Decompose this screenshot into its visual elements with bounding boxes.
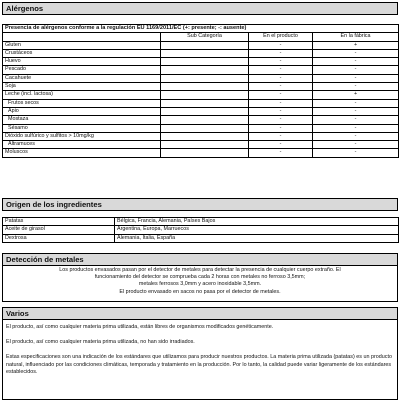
metal-header: Detección de metales	[2, 253, 398, 266]
allergen-name: Moluscos	[3, 149, 161, 157]
metal-text	[3, 267, 397, 296]
allergen-row	[3, 99, 399, 107]
quality-statement: Estas especificaciones son una indicación de los estándares que utilizamos para producir nuestros productos. La materia prima utilizada (patatas) es un producto natural, influenciado por las condiciones climáticas, temporada y tratamiento en la producción. Por lo tanto, la calidad puede variar ligeramente de los estándares establecidos.	[6, 354, 392, 375]
allergens-header: Alérgenos	[2, 2, 398, 15]
allergen-row	[3, 107, 399, 115]
allergen-row	[3, 74, 399, 82]
ingredient-name: Dextrosa	[3, 234, 115, 242]
allergen-in-product: -	[249, 66, 313, 74]
allergen-in-factory: -	[313, 149, 399, 157]
allergen-in-factory: -	[313, 49, 399, 57]
allergen-in-product: -	[249, 99, 313, 107]
gmo-statement: El producto, así como cualquier materia prima utilizada, están libres de organismos modificados genéticamente.	[6, 324, 274, 330]
allergen-in-factory: -	[313, 124, 399, 132]
allergen-in-product: -	[249, 58, 313, 66]
allergen-in-product: -	[249, 107, 313, 115]
in-product-header: En el producto	[249, 33, 313, 41]
allergen-name: Pescado	[3, 66, 161, 74]
ingredient-name: Aceite de girasol	[3, 226, 115, 234]
in-factory-header: En la fábrica	[313, 33, 399, 41]
allergen-name: Cacahuete	[3, 74, 161, 82]
origin-row	[3, 218, 399, 226]
allergen-in-product: -	[249, 74, 313, 82]
ingredient-name: Patatas	[3, 218, 115, 226]
ingredient-countries: Bélgica, Francia, Alemania, Países Bajos	[115, 218, 399, 226]
origin-header: Origen de los ingredientes	[2, 198, 398, 211]
allergen-subcategory	[161, 124, 249, 132]
allergen-in-factory: -	[313, 141, 399, 149]
ingredient-countries: Argentina, Europa, Marruecos	[115, 226, 399, 234]
allergen-row	[3, 116, 399, 124]
allergen-subcategory	[161, 149, 249, 157]
misc-text	[3, 324, 397, 376]
misc-section	[2, 307, 398, 400]
allergen-in-factory: -	[313, 58, 399, 66]
allergen-row	[3, 49, 399, 57]
allergen-in-factory: -	[313, 66, 399, 74]
allergen-row	[3, 66, 399, 74]
allergen-name: Frutos secos	[3, 99, 161, 107]
allergen-in-product: -	[249, 124, 313, 132]
allergen-name: Apio	[3, 107, 161, 115]
origin-row	[3, 234, 399, 242]
allergen-in-factory: -	[313, 132, 399, 140]
allergen-in-factory: -	[313, 74, 399, 82]
allergen-name: Mostaza	[3, 116, 161, 124]
allergen-subcategory	[161, 41, 249, 49]
allergen-in-factory: +	[313, 41, 399, 49]
metal-line: funcionamiento del detector se comprueba cada 2 horas con metales no ferroso 3,5mm;	[94, 274, 306, 281]
allergen-in-product: -	[249, 41, 313, 49]
allergen-subcategory	[161, 74, 249, 82]
allergen-in-product: -	[249, 116, 313, 124]
allergen-name: Crustáceos	[3, 49, 161, 57]
allergen-in-product: -	[249, 49, 313, 57]
allergen-in-product: -	[249, 132, 313, 140]
allergen-name: Soja	[3, 83, 161, 91]
allergen-in-product: -	[249, 141, 313, 149]
allergen-name: Gluten	[3, 41, 161, 49]
allergen-subcategory	[161, 58, 249, 66]
allergen-name: Sésamo	[3, 124, 161, 132]
allergen-subcategory	[161, 49, 249, 57]
metal-section	[2, 253, 398, 302]
allergen-row	[3, 132, 399, 140]
allergen-subcategory	[161, 141, 249, 149]
allergen-subcategory	[161, 83, 249, 91]
allergen-row	[3, 91, 399, 99]
allergen-name: Altramuces	[3, 141, 161, 149]
allergen-in-factory: -	[313, 107, 399, 115]
allergen-in-product: -	[249, 91, 313, 99]
metal-line: metales ferrosos 3,0mm y acero inoxidable 3,5mm.	[138, 281, 262, 288]
allergen-subcategory	[161, 107, 249, 115]
origin-row	[3, 226, 399, 234]
allergen-name: Huevo	[3, 58, 161, 66]
allergen-subcategory	[161, 116, 249, 124]
allergen-in-factory: -	[313, 116, 399, 124]
allergens-regulation: Presencia de alérgenos conforme a la regulación EU 1169/2011/EC (+: presente; -: ausente)	[3, 25, 399, 33]
allergen-row	[3, 83, 399, 91]
ingredient-countries: Alemania, Italia, España	[115, 234, 399, 242]
metal-line: Los productos envasados pasan por el detector de metales para detectar la presencia de cualquier cuerpo extraño. El	[59, 267, 341, 273]
origin-table	[2, 217, 399, 243]
allergen-in-product: -	[249, 149, 313, 157]
allergen-row	[3, 58, 399, 66]
allergen-subcategory	[161, 99, 249, 107]
misc-header: Varios	[2, 307, 398, 320]
allergen-subcategory	[161, 91, 249, 99]
allergen-name: Dióxido sulfúrico y sulfitos > 10mg/kg	[3, 132, 161, 140]
allergens-column-headers	[3, 33, 399, 41]
allergens-table	[2, 24, 399, 158]
allergen-name: Leche (incl. lactosa)	[3, 91, 161, 99]
metal-line: El producto envasado en sacos no pasa por el detector de metales.	[119, 288, 281, 295]
allergen-in-factory: +	[313, 91, 399, 99]
allergen-subcategory	[161, 66, 249, 74]
allergen-in-factory: -	[313, 99, 399, 107]
allergen-row	[3, 124, 399, 132]
allergen-subcategory	[161, 132, 249, 140]
allergen-in-factory: -	[313, 83, 399, 91]
allergens-regulation-row	[3, 25, 399, 33]
allergen-name-header	[3, 33, 161, 41]
irradiation-statement: El producto, así como cualquier materia prima utilizada, no han sido irradiados.	[6, 339, 195, 346]
allergen-row	[3, 141, 399, 149]
allergen-row	[3, 149, 399, 157]
allergen-in-product: -	[249, 83, 313, 91]
subcategory-header: Sub Categoría	[161, 33, 249, 41]
allergen-row	[3, 41, 399, 49]
